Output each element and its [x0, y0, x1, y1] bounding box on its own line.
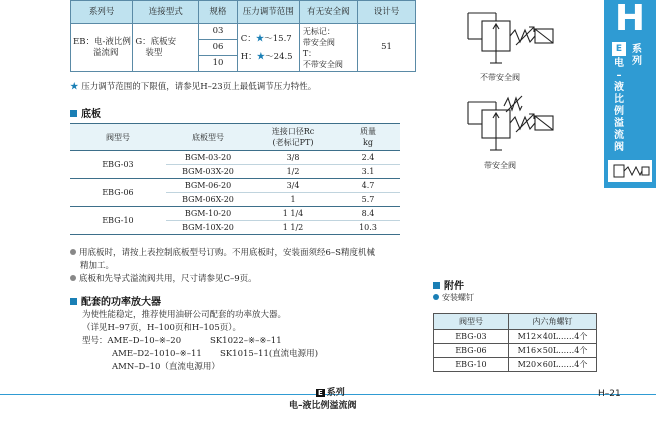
mass-cell: 5.7	[336, 193, 400, 207]
series-line-1: EB：电-液比例	[73, 36, 131, 47]
safety-line-2: 带安全阀	[302, 37, 335, 47]
base-plate-notes	[70, 247, 430, 286]
header-connection: 连接型式	[133, 1, 199, 24]
symbol-with-safety-valve	[460, 92, 570, 160]
note-1: 用底板时，请按上表控制底板型号订购。不用底板时，安装面须经6–S精度机械	[70, 247, 430, 260]
bolt-valve-cell: EBG-10	[434, 358, 509, 372]
bolt-valve-cell: EBG-03	[434, 330, 509, 344]
series-cell	[71, 24, 133, 72]
port-size-cell: 3/8	[250, 151, 336, 165]
plate-model-cell: BGM-06X-20	[166, 193, 250, 207]
bullet-icon	[70, 249, 76, 255]
series-line-2: 溢流阀	[93, 47, 119, 58]
size-06: 06	[199, 40, 237, 56]
square-bullet-icon	[70, 298, 77, 305]
header-valve-model: 阀型号	[70, 124, 166, 151]
base-plate-title: 底板	[70, 105, 101, 120]
bolt-valve-cell: EBG-06	[434, 344, 509, 358]
header-bolt: 内六角螺钉	[509, 314, 597, 330]
mass-cell: 4.7	[336, 179, 400, 193]
pressure-footnote-text: 压力调节范围的下限值，请参见H–23页上最低调节压力特性。	[81, 82, 317, 92]
pressure-cell	[237, 24, 299, 72]
table-row	[70, 151, 400, 165]
valve-model-cell: EBG-06	[70, 179, 166, 207]
table-row	[434, 330, 597, 344]
bolt-table	[433, 313, 597, 372]
header-mass: 质量 kg	[336, 124, 400, 151]
connection-line-1: G：底板安	[135, 36, 177, 47]
section-sidebar	[604, 0, 656, 188]
table-row	[70, 207, 400, 221]
amplifier-title: 配套的功率放大器	[70, 293, 161, 308]
plate-model-cell: BGM-03X-20	[166, 165, 250, 179]
symbol-without-safety-valve	[460, 5, 570, 75]
bullet-icon	[70, 275, 76, 281]
header-size: 规格	[199, 1, 237, 24]
amplifier-line: AMN–D–10（直流电源用）	[112, 362, 220, 372]
plate-model-cell: BGM-03-20	[166, 151, 250, 165]
plate-model-cell: BGM-10-20	[166, 207, 250, 221]
bullet-icon	[433, 294, 439, 300]
bolt-header-row	[434, 314, 597, 330]
port-size-cell: 1 1/2	[250, 221, 336, 235]
table-row	[434, 344, 597, 358]
header-pressure: 压力调节范围	[237, 1, 299, 24]
base-plate-table	[70, 123, 400, 235]
star-icon: ★	[70, 82, 79, 92]
pressure-c: C：★～15.7	[240, 33, 292, 44]
bolt-spec-cell: M20×60L……4个	[509, 358, 597, 372]
label-with-safety: 带安全阀	[484, 161, 516, 170]
size-10: 10	[199, 56, 237, 72]
footer-series: E 系列	[318, 388, 345, 398]
bolt-spec-cell: M12×40L……4个	[509, 330, 597, 344]
valve-model-cell: EBG-10	[70, 207, 166, 235]
safety-line-1: 无标记：	[302, 26, 335, 36]
footer-title: 电–液比例溢流阀	[289, 401, 357, 411]
table-row	[434, 358, 597, 372]
port-size-cell: 1/2	[250, 165, 336, 179]
page-number: H–21	[598, 389, 621, 399]
table-row	[70, 179, 400, 193]
accessory-title: 附件	[433, 277, 464, 292]
amplifier-model-row: AME–D2–1010–※–11 SK1015–11(直流电源用)	[112, 349, 319, 359]
header-port-size: 连接口径Rc (老标记PT)	[250, 124, 336, 151]
series-logo-icon: E	[318, 389, 323, 397]
port-size-cell: 3/4	[250, 179, 336, 193]
plate-model-cell: BGM-06-20	[166, 179, 250, 193]
amplifier-text	[82, 309, 432, 374]
header-valve-model: 阀型号	[434, 314, 509, 330]
pressure-footnote	[70, 80, 316, 92]
square-bullet-icon	[433, 282, 440, 289]
pressure-h: H：★～24.5	[240, 51, 293, 62]
amplifier-line: （详见H–97页，H–100页和H–105页）。	[82, 323, 242, 333]
mass-cell: 10.3	[336, 221, 400, 235]
valve-model-cell: EBG-03	[70, 151, 166, 179]
mass-cell: 2.4	[336, 151, 400, 165]
base-plate-header-row	[70, 124, 400, 151]
amplifier-line: 为使性能稳定，推荐使用油研公司配套的功率放大器。	[82, 310, 287, 320]
header-series: 系列号	[71, 1, 133, 24]
sidebar-column-1: 电 – 液 比 例 溢 流 阀	[614, 58, 624, 153]
header-safety: 有无安全阀	[299, 1, 357, 24]
safety-cell	[299, 24, 357, 72]
amplifier-model-row: 型号：AME–D–10–※–20 SK1022–※–※–11	[82, 336, 282, 346]
note-2: 底板和先导式溢流阀共用，尺寸请参见C–9页。	[70, 273, 430, 286]
bolt-spec-cell: M16×50L……4个	[509, 344, 597, 358]
valve-symbol-icon	[608, 160, 652, 182]
sidebar-column-2: 系 列	[632, 44, 642, 67]
port-size-cell: 1 1/4	[250, 207, 336, 221]
header-design: 设计号	[357, 1, 415, 24]
connection-line-2: 装型	[145, 47, 163, 58]
safety-line-4: 不带安全阀	[302, 59, 343, 69]
label-without-safety: 不带安全阀	[480, 73, 520, 82]
accessory-subtitle: 安装螺钉	[433, 291, 474, 304]
design-cell: 51	[357, 24, 415, 72]
safety-line-3: T：	[302, 48, 317, 58]
sidebar-letter: H	[614, 0, 646, 39]
header-plate-model: 底板型号	[166, 124, 250, 151]
model-code-table	[70, 0, 416, 72]
connection-cell	[133, 24, 199, 72]
mass-cell: 8.4	[336, 207, 400, 221]
series-logo-icon: E	[612, 42, 626, 56]
note-1-cont: 精加工。	[80, 261, 115, 271]
size-03: 03	[199, 24, 237, 40]
model-code-header-row	[71, 1, 416, 24]
square-bullet-icon	[70, 110, 77, 117]
mass-cell: 3.1	[336, 165, 400, 179]
plate-model-cell: BGM-10X-20	[166, 221, 250, 235]
port-size-cell: 1	[250, 193, 336, 207]
